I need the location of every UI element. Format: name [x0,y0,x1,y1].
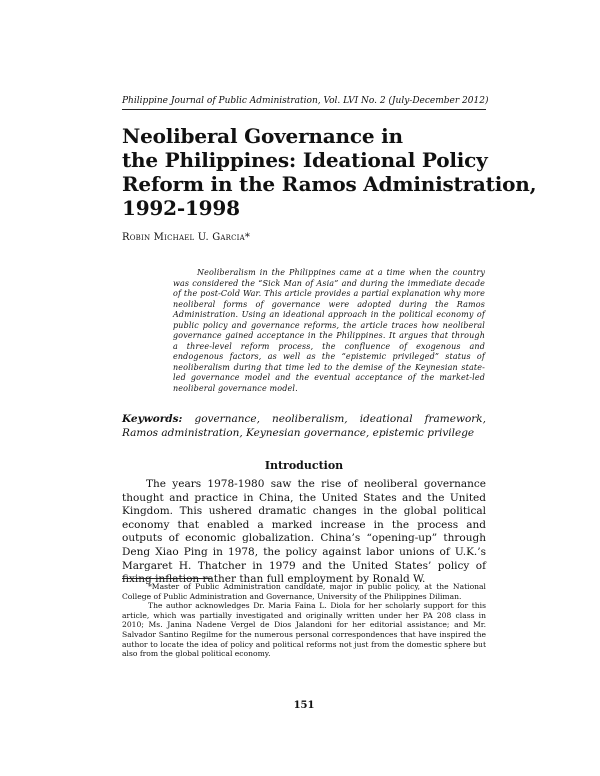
abstract [173,268,485,394]
footnote-acknowledgements: The author acknowledges Dr. Maria Faina L. Diola for her scholarly support for this article, which was partially investigated and originally written under her PA 208 class in 2010; Ms. Janina Nadene Vergel de Dios Jalandoni for her editorial assistance; and Mr. Salvador Santino Regilme for the numerous personal correspondences that have inspired the author to locate the idea of policy and political reforms not just from the domestic sphere but also from the global political economy. [122,601,486,659]
section-heading: Introduction [264,459,344,472]
author-name: Robin Michael U. Garcia* [122,232,251,243]
running-head: Philippine Journal of Public Administration, Vol. LVI No. 2 (July-December 2012) [122,96,489,106]
title-line: Reform in the Ramos Administration, [122,172,537,196]
title-line: Neoliberal Governance in [122,124,403,148]
abstract-text: Neoliberalism in the Philippines came at a time when the country was considered the “Sick Man of Asia” and during the immediate decade of the post-Cold War. This article provides a partial explanation why more neoliberal forms of governance were adopted during the Ramos Administration. Using an ideational approach in the political economy of public policy and governance reforms, the article traces how neoliberal governance gained acceptance in the Philippines. It argues that through a three-level reform process, the confluence of exogenous and endogenous factors, as well as the “epistemic privileged” status of neoliberalism during that time led to the demise of the Keynesian state-led governance model and the eventual acceptance of the market-led neoliberal governance model. [173,268,485,393]
footnotes [122,582,486,659]
footnote-rule [122,578,212,579]
keywords-label: Keywords: [122,413,183,425]
footnote-author-affiliation: *Master of Public Administration candidate, major in public policy, at the National College of Public Administration and Governance, University of the Philippines Diliman. [122,582,486,601]
title-line: 1992-1998 [122,196,240,220]
keywords-text: governance, neoliberalism, ideational framework, Ramos administration, Keynesian governance, epistemic privilege [122,413,486,439]
keywords [122,412,486,440]
title-line: the Philippines: Ideational Policy [122,148,488,172]
body-paragraph: The years 1978-1980 saw the rise of neoliberal governance thought and practice in China, the United States and the United Kingdom. This ushered dramatic changes in the global political economy that enabled a marked increase in the process and outputs of economic globalization. China’s “opening-up” through Deng Xiao Ping in 1978, the policy against labor unions of U.K.’s Margaret H. Thatcher in 1979 and the United States’ policy of fixing inflation rather than full employment by Ronald W. [122,478,486,586]
article-title [122,124,537,220]
header-rule [122,109,486,110]
page-number: 151 [293,700,315,711]
